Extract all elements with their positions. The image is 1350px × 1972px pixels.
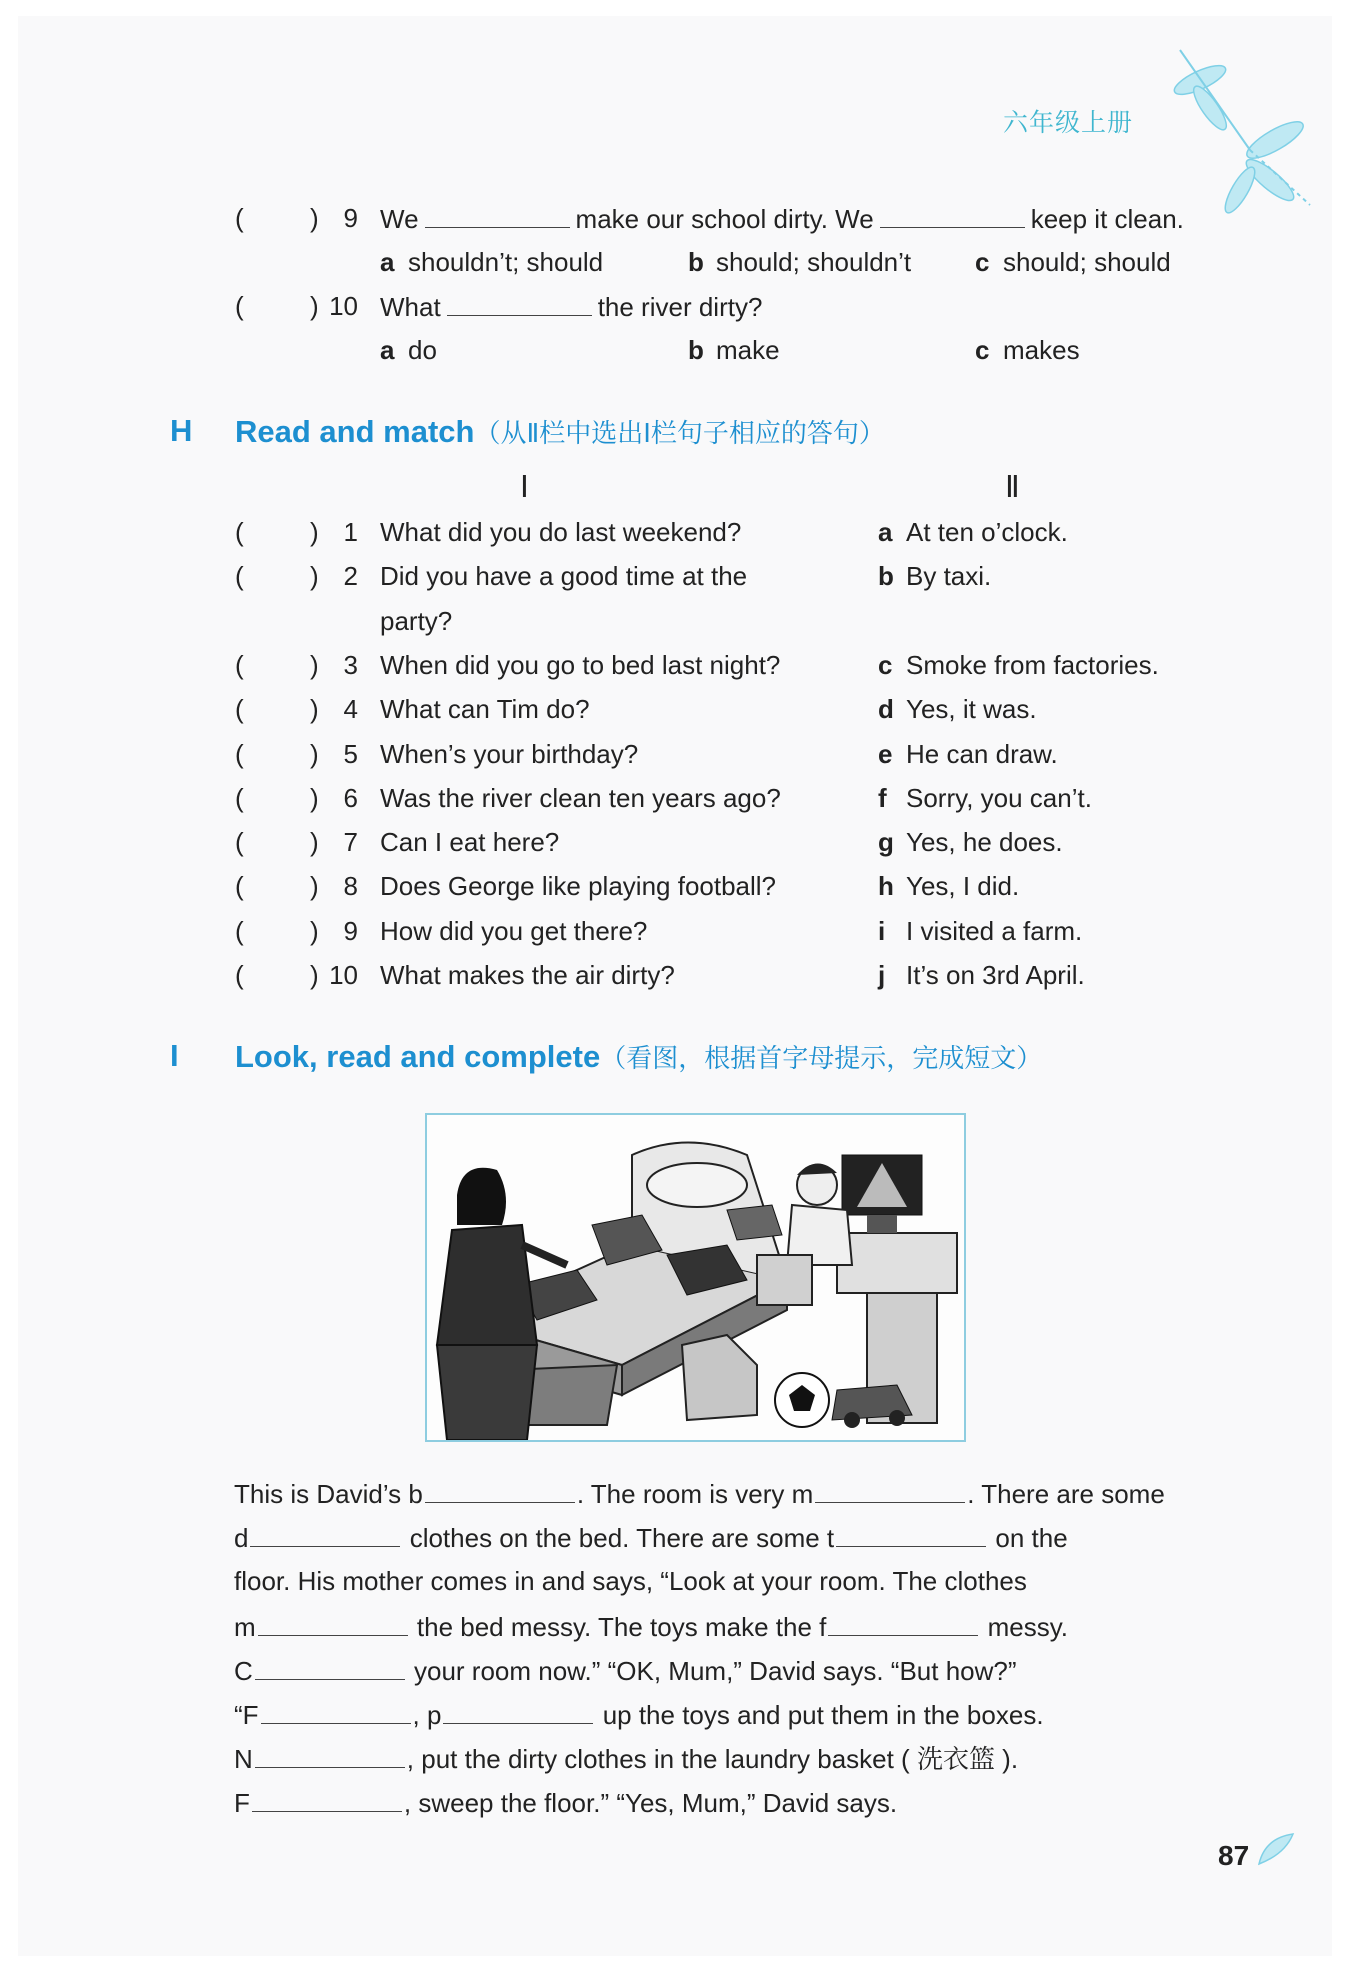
passage-line <box>234 1741 1018 1776</box>
question-number: 1 <box>343 517 358 547</box>
leaf-icon <box>1255 1832 1295 1868</box>
answer-blank[interactable] <box>815 1476 965 1503</box>
passage-text: messy. <box>980 1611 1068 1642</box>
question-text-continued: party? <box>380 605 453 636</box>
question-number: 4 <box>343 694 358 725</box>
answer-paren-open[interactable]: ( <box>235 827 244 858</box>
question-number: 8 <box>343 871 358 902</box>
answer-paren-close: ) <box>310 291 319 321</box>
answer-letter: f <box>878 782 887 813</box>
passage-text: C <box>234 1655 253 1686</box>
answer-blank[interactable] <box>828 1609 978 1636</box>
answer-letter: i <box>878 915 886 946</box>
answer-paren-close: ) <box>310 827 319 858</box>
answer-text: Yes, it was. <box>906 694 1037 725</box>
option-a <box>380 333 437 367</box>
answer-letter: h <box>878 871 894 902</box>
option-text: shouldn’t; should <box>408 247 604 277</box>
answer-blank[interactable] <box>425 1476 575 1503</box>
answer-text: It’s on 3rd April. <box>906 960 1085 990</box>
answer-text: Sorry, you can’t. <box>906 782 1092 813</box>
passage-text: m <box>234 1611 256 1642</box>
passage-line <box>234 1785 897 1820</box>
answer-text: Yes, I did. <box>906 871 1020 902</box>
match-answer-row <box>878 692 1037 726</box>
answer-blank[interactable] <box>836 1520 986 1547</box>
question-row <box>0 289 1350 323</box>
section-instruction: （从Ⅱ栏中选出Ⅰ栏句子相应的答句） <box>474 418 885 448</box>
column-heading-2: Ⅱ <box>1005 471 1020 504</box>
answer-paren-open[interactable]: ( <box>235 782 244 813</box>
match-answer-row <box>878 958 1085 992</box>
messy-room-illustration <box>425 1113 966 1442</box>
match-answer-row <box>878 737 1058 771</box>
answer-text: Smoke from factories. <box>906 649 1159 680</box>
passage-text: , put the dirty clothes in the laundry basket ( 洗衣篮 ). <box>406 1744 1019 1775</box>
option-c <box>975 333 1080 367</box>
passage-text: floor. His mother comes in and says, “Look at your room. The clothes <box>234 1566 1027 1597</box>
section-title-text: Look, read and complete <box>235 1039 601 1074</box>
option-a <box>380 245 603 279</box>
answer-paren-open[interactable]: ( <box>235 915 244 946</box>
match-answer-row <box>878 914 1082 948</box>
passage-line <box>234 1520 1068 1555</box>
question-number: 5 <box>343 738 358 769</box>
answer-text: Yes, he does. <box>906 827 1063 858</box>
option-text: should; shouldn’t <box>716 247 912 277</box>
answer-paren-close: ) <box>310 738 319 769</box>
passage-text: . There are some <box>967 1479 1165 1509</box>
answer-blank[interactable] <box>252 1785 402 1812</box>
stem-text: What <box>380 292 441 322</box>
answer-letter: j <box>878 960 886 990</box>
option-letter: b <box>688 335 704 365</box>
answer-paren-close: ) <box>310 960 319 990</box>
match-answer-row <box>878 781 1092 815</box>
answer-blank[interactable] <box>250 1520 400 1547</box>
option-text: should; should <box>1003 247 1171 277</box>
question-number: 9 <box>343 203 358 233</box>
answer-paren-close: ) <box>310 871 319 902</box>
option-letter: b <box>688 247 704 277</box>
stem-text: make our school dirty. We <box>575 204 874 234</box>
section-title-text: Read and match <box>235 414 475 449</box>
section-letter: H <box>170 413 193 448</box>
section-instruction: （看图，根据首字母提示，完成短文） <box>600 1043 1043 1073</box>
answer-paren-open[interactable]: ( <box>235 517 244 547</box>
passage-line <box>234 1697 1044 1732</box>
answer-blank[interactable] <box>443 1697 593 1724</box>
passage-text: , sweep the floor.” “Yes, Mum,” David says. <box>403 1788 898 1819</box>
answer-blank[interactable] <box>447 289 592 316</box>
answer-paren-open[interactable]: ( <box>235 960 244 990</box>
question-number: 9 <box>343 915 358 946</box>
answer-text: At ten o’clock. <box>906 517 1068 547</box>
answer-letter: b <box>878 561 894 592</box>
answer-paren-close: ) <box>310 915 319 946</box>
question-row <box>0 201 1350 235</box>
answer-letter: e <box>878 738 893 769</box>
answer-paren-close: ) <box>310 782 319 813</box>
question-number: 10 <box>329 291 358 321</box>
option-text: makes <box>1003 335 1080 365</box>
answer-blank[interactable] <box>258 1609 408 1636</box>
answer-paren-open[interactable]: ( <box>235 694 244 725</box>
passage-text: on the <box>988 1523 1068 1554</box>
passage-text: F <box>234 1788 250 1819</box>
question-number: 10 <box>329 960 358 990</box>
answer-letter: c <box>878 649 893 680</box>
option-text: do <box>408 335 437 365</box>
column-heading-1: Ⅰ <box>520 471 529 504</box>
question-text: Does George like playing football? <box>380 871 777 902</box>
option-letter: c <box>975 335 990 365</box>
passage-text: “F <box>234 1700 259 1730</box>
answer-paren-close: ) <box>310 517 319 547</box>
passage-line <box>234 1564 1027 1598</box>
option-text: make <box>716 335 780 365</box>
passage-text: the bed messy. The toys make the f <box>409 1611 827 1642</box>
answer-blank[interactable] <box>261 1697 411 1724</box>
answer-blank[interactable] <box>255 1653 405 1680</box>
passage-text: N <box>234 1744 253 1775</box>
option-letter: a <box>380 335 395 365</box>
answer-letter: d <box>878 694 894 725</box>
question-stem <box>380 201 1184 236</box>
question-text: Can I eat here? <box>380 827 560 858</box>
question-text: What can Tim do? <box>380 694 590 725</box>
option-b <box>688 245 911 279</box>
question-number: 7 <box>343 827 358 858</box>
question-number: 3 <box>343 649 358 680</box>
passage-text: , p <box>412 1700 442 1730</box>
answer-text: I visited a farm. <box>906 915 1083 946</box>
match-answer-row <box>878 869 1019 903</box>
match-answer-row <box>878 515 1068 549</box>
passage-text: up the toys and put them in the boxes. <box>595 1700 1044 1730</box>
question-stem <box>380 289 762 324</box>
option-c <box>975 245 1171 279</box>
answer-paren-open[interactable]: ( <box>235 561 244 592</box>
stem-text: the river dirty? <box>597 292 763 322</box>
question-text: Did you have a good time at the <box>380 561 748 592</box>
answer-paren-open[interactable]: ( <box>235 871 244 902</box>
passage-text: clothes on the bed. There are some t <box>402 1523 835 1554</box>
stem-text: We <box>380 204 419 234</box>
option-b <box>688 333 780 367</box>
answer-text: By taxi. <box>906 561 992 592</box>
match-answer-row <box>878 648 1159 682</box>
grade-label: 六年级上册 <box>1003 109 1134 137</box>
answer-letter: a <box>878 517 893 547</box>
match-answer-row <box>878 559 991 593</box>
page-number: 87 <box>1218 1840 1250 1871</box>
answer-paren-open[interactable]: ( <box>235 649 244 680</box>
passage-line <box>234 1476 1165 1511</box>
stem-text: keep it clean. <box>1030 204 1184 234</box>
answer-letter: g <box>878 827 894 858</box>
passage-text: d <box>234 1523 249 1554</box>
question-number: 6 <box>343 782 358 813</box>
section-title <box>235 1038 1042 1075</box>
passage-line <box>234 1653 1017 1688</box>
question-text: When did you go to bed last night? <box>380 649 781 680</box>
option-letter: c <box>975 247 990 277</box>
question-text: What makes the air dirty? <box>380 960 675 990</box>
answer-paren-open: ( <box>235 291 244 321</box>
answer-blank[interactable] <box>880 201 1025 228</box>
question-text: How did you get there? <box>380 915 648 946</box>
question-text: When’s your birthday? <box>380 738 639 769</box>
passage-text: . The room is very m <box>576 1479 814 1509</box>
question-text: Was the river clean ten years ago? <box>380 782 781 813</box>
question-text: What did you do last weekend? <box>380 517 742 547</box>
option-letter: a <box>380 247 395 277</box>
answer-blank[interactable] <box>425 201 570 228</box>
section-letter: I <box>170 1038 179 1073</box>
answer-paren-close: ) <box>310 694 319 725</box>
passage-text: This is David’s b <box>234 1479 423 1509</box>
answer-paren-open[interactable]: ( <box>235 738 244 769</box>
answer-blank[interactable] <box>255 1741 405 1768</box>
match-answer-row <box>878 825 1063 859</box>
question-number: 2 <box>343 561 358 592</box>
section-title <box>235 413 885 450</box>
passage-line <box>234 1609 1068 1644</box>
answer-paren-close: ) <box>310 203 319 233</box>
answer-text: He can draw. <box>906 738 1058 769</box>
passage-text: your room now.” “OK, Mum,” David says. “But how?” <box>406 1655 1017 1686</box>
answer-paren-open: ( <box>235 203 244 233</box>
answer-paren-close: ) <box>310 649 319 680</box>
answer-paren-close: ) <box>310 561 319 592</box>
